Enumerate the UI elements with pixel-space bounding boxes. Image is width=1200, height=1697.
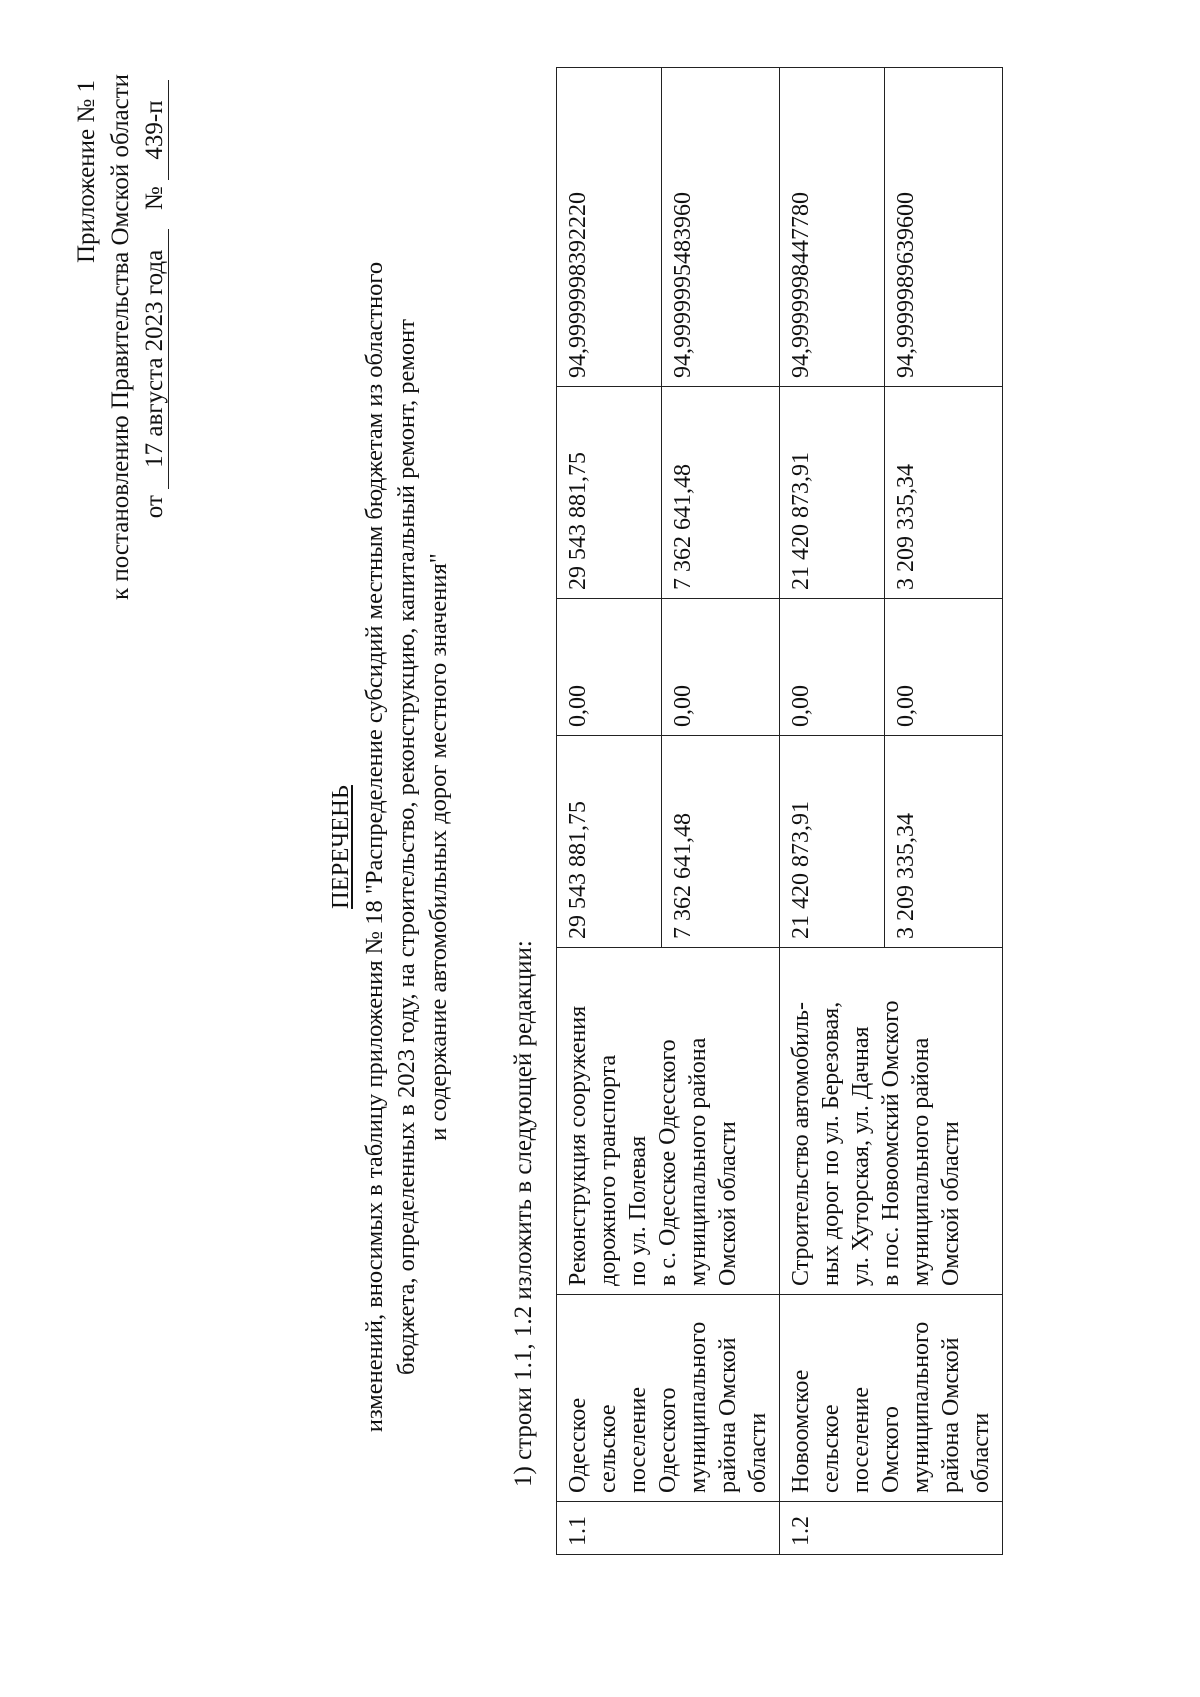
- row-number: 1.1: [557, 1502, 780, 1555]
- zero-cell: 0,00: [662, 599, 780, 736]
- percent-cell: 94,9999989639600: [885, 68, 1003, 387]
- amount-cell: 7 362 641,48: [662, 736, 780, 948]
- decree-date: 17 августа 2023 года: [142, 229, 169, 489]
- amount-cell: 21 420 873,91: [780, 387, 885, 599]
- heading-line-2: бюджета, определенных в 2023 году, на строительство, реконструкцию, капитальный ремонт, ремонт: [393, 319, 420, 1375]
- municipality-name: Одесское сельское поселение Одесского муниципального района Омской области: [557, 1295, 780, 1502]
- number-label: №: [141, 186, 168, 211]
- decree-number: 439-п: [142, 80, 169, 180]
- object-description: Реконструкция сооружения дорожного транспорта по ул. Полевая в с. Одесское Одесского муниципального района Омской области: [557, 948, 780, 1295]
- intro-text: 1) строки 1.1, 1.2 изложить в следующей редакции:: [510, 940, 537, 1487]
- municipality-name: Новоомское сельское поселение Омского муниципального района Омской области: [780, 1295, 1003, 1502]
- appendix-decree-line: к постановлению Правительства Омской области: [107, 73, 134, 600]
- amount-cell: 29 543 881,75: [557, 387, 662, 599]
- zero-cell: 0,00: [885, 599, 1003, 736]
- object-description: Строительство автомобиль- ных дорог по ул. Березовая, ул. Хуторская, ул. Дачная в пос. Новоомский Омского муниципального района Омской области: [780, 948, 1003, 1295]
- table-row: [780, 68, 885, 1555]
- document-title: ПЕРЕЧЕНЬ: [327, 785, 354, 909]
- appendix-number-line: Приложение № 1: [73, 80, 100, 264]
- amount-cell: 3 209 335,34: [885, 736, 1003, 948]
- appendix-date-line: [138, 80, 172, 600]
- percent-cell: 94,9999998447780: [780, 68, 885, 387]
- zero-cell: 0,00: [557, 599, 662, 736]
- appendix-stamp: [70, 73, 172, 600]
- table-row: [557, 68, 662, 1555]
- row-number: 1.2: [780, 1502, 1003, 1555]
- amount-cell: 21 420 873,91: [780, 736, 885, 948]
- heading-line-3: и содержание автомобильных дорог местного значения": [425, 553, 452, 1141]
- zero-cell: 0,00: [780, 599, 885, 736]
- percent-cell: 94,9999995483960: [662, 68, 780, 387]
- heading-line-1: изменений, вносимых в таблицу приложения № 18 "Распределение субсидий местным бюджетам из областного: [361, 261, 388, 1433]
- amount-cell: 3 209 335,34: [885, 387, 1003, 599]
- percent-cell: 94,9999998392220: [557, 68, 662, 387]
- from-label: от: [141, 495, 168, 519]
- document-heading: [325, 147, 455, 1547]
- amount-cell: 7 362 641,48: [662, 387, 780, 599]
- changes-table: [556, 67, 1003, 1555]
- amount-cell: 29 543 881,75: [557, 736, 662, 948]
